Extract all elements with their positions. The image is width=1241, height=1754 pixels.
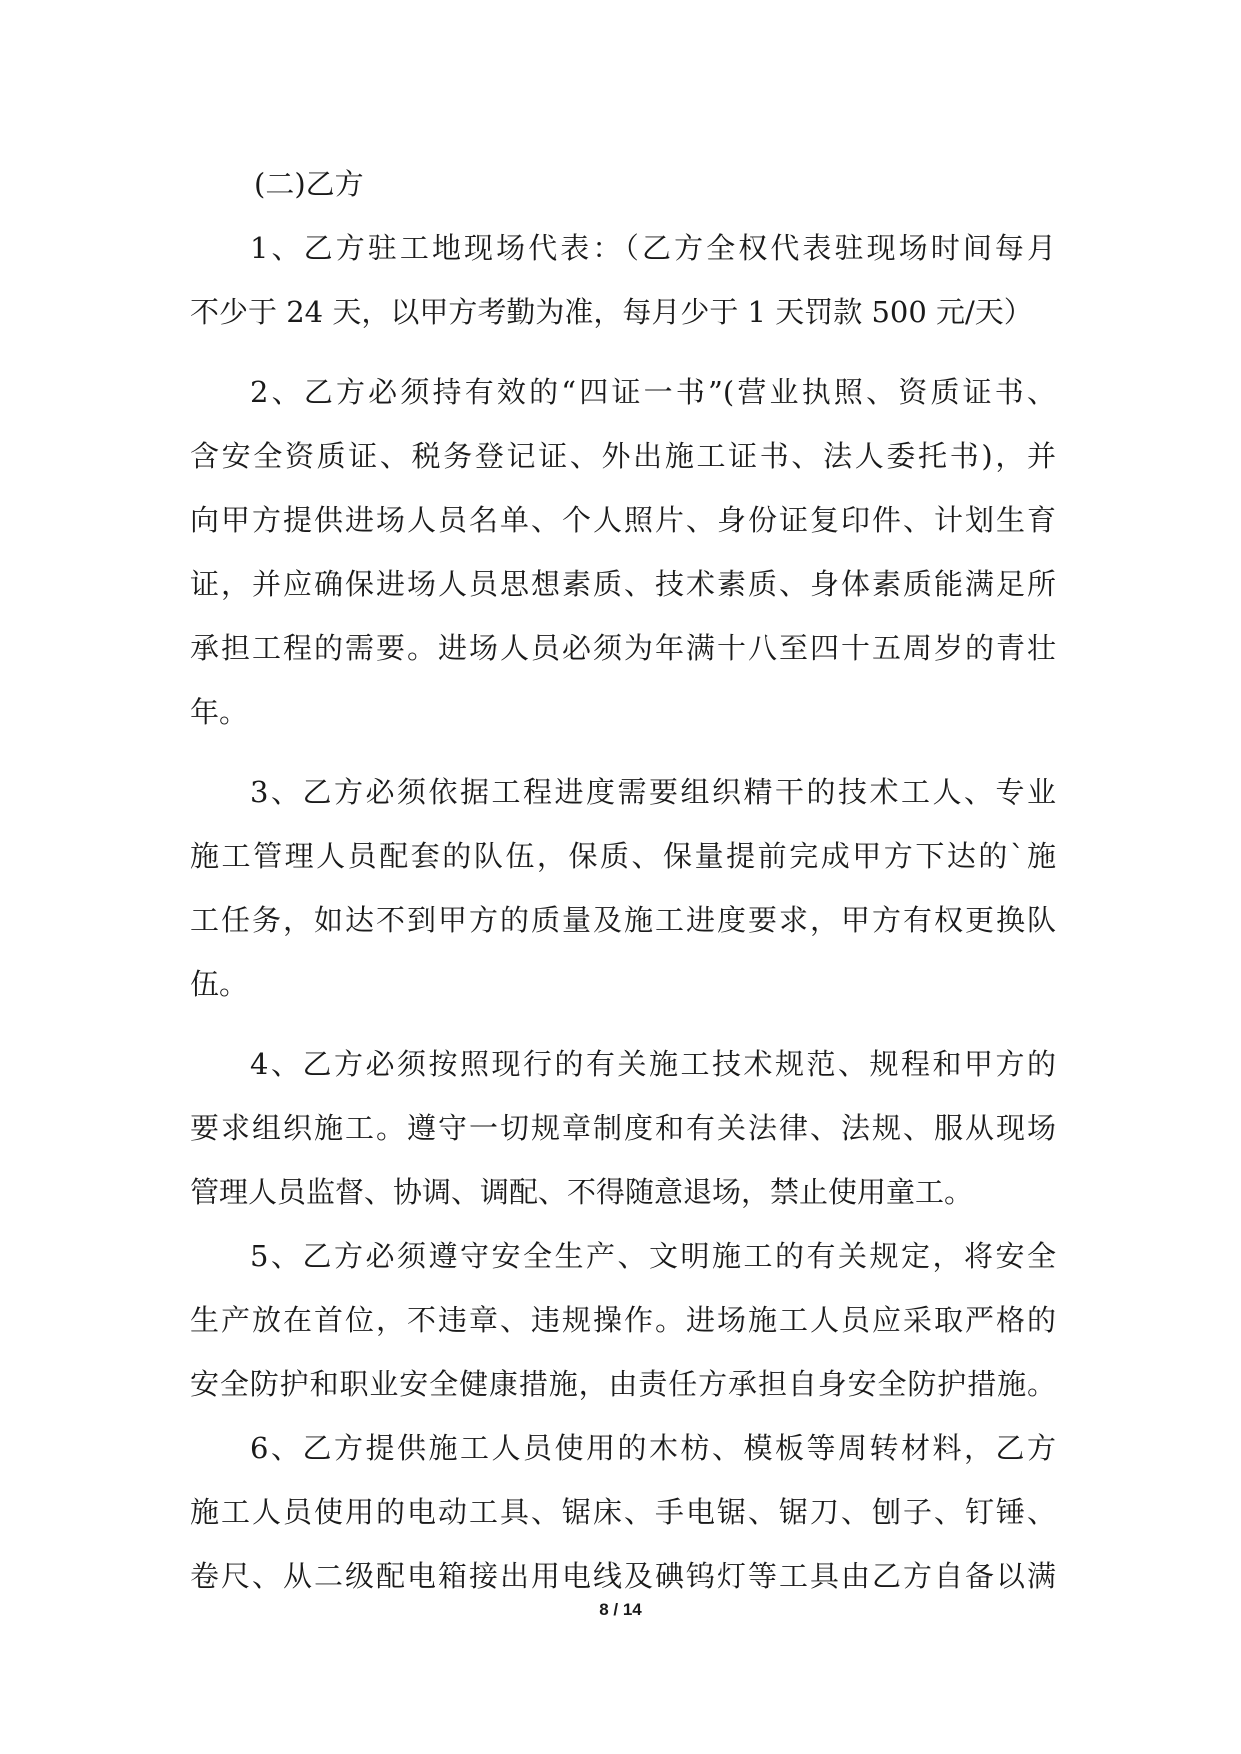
paragraph-4 <box>190 1040 1056 1232</box>
paragraph-line: 安全防护和职业安全健康措施，由责任方承担自身安全防护措施。 <box>190 1367 1056 1401</box>
paragraph-line: 向甲方提供进场人员名单、个人照片、身份证复印件、计划生育 <box>190 503 1056 537</box>
paragraph-line: 证，并应确保进场人员思想素质、技术素质、身体素质能满足所 <box>190 567 1056 601</box>
paragraph-line: 施工人员使用的电动工具、锯床、手电锯、锯刀、刨子、钉锤、 <box>190 1495 1056 1529</box>
paragraph-line: 承担工程的需要。进场人员必须为年满十八至四十五周岁的青壮 <box>190 631 1056 665</box>
paragraph-3 <box>190 768 1056 1024</box>
paragraph-line: 施工管理人员配套的队伍，保质、保量提前完成甲方下达的`施 <box>190 839 1056 873</box>
paragraph-line: 含安全资质证、税务登记证、外出施工证书、法人委托书)，并 <box>190 439 1056 473</box>
document-body <box>190 160 1056 1616</box>
paragraph-line: 4、乙方必须按照现行的有关施工技术规范、规程和甲方的 <box>250 1047 1056 1081</box>
section-heading: (二)乙方 <box>254 167 364 201</box>
paragraph-line: 卷尺、从二级配电箱接出用电线及碘钨灯等工具由乙方自备以满 <box>190 1559 1056 1593</box>
paragraph-1 <box>190 224 1056 352</box>
paragraph-line: 伍。 <box>190 967 249 1001</box>
paragraph-line: 年。 <box>190 695 249 729</box>
paragraph-6 <box>190 1424 1056 1616</box>
paragraph-line: 管理人员监督、协调、调配、不得随意退场，禁止使用童工。 <box>190 1175 974 1209</box>
paragraph-line: 2、乙方必须持有效的“四证一书”(营业执照、资质证书、 <box>250 375 1056 409</box>
paragraph-5 <box>190 1232 1056 1424</box>
paragraph-line: 5、乙方必须遵守安全生产、文明施工的有关规定，将安全 <box>250 1239 1056 1273</box>
paragraph-line: 1、乙方驻工地现场代表：（乙方全权代表驻现场时间每月 <box>250 231 1056 265</box>
paragraph-line: 要求组织施工。遵守一切规章制度和有关法律、法规、服从现场 <box>190 1111 1056 1145</box>
paragraph-2 <box>190 368 1056 752</box>
page-number: 8 / 14 <box>599 1600 642 1619</box>
paragraph-line: 6、乙方提供施工人员使用的木枋、模板等周转材料，乙方 <box>250 1431 1056 1465</box>
paragraph-line: 生产放在首位，不违章、违规操作。进场施工人员应采取严格的 <box>190 1303 1056 1337</box>
paragraph-line: 工任务，如达不到甲方的质量及施工进度要求，甲方有权更换队 <box>190 903 1056 937</box>
paragraph-line: 不少于 24 天，以甲方考勤为准，每月少于 1 天罚款 500 元/天） <box>190 295 1033 329</box>
paragraph-line: 3、乙方必须依据工程进度需要组织精干的技术工人、专业 <box>250 775 1056 809</box>
